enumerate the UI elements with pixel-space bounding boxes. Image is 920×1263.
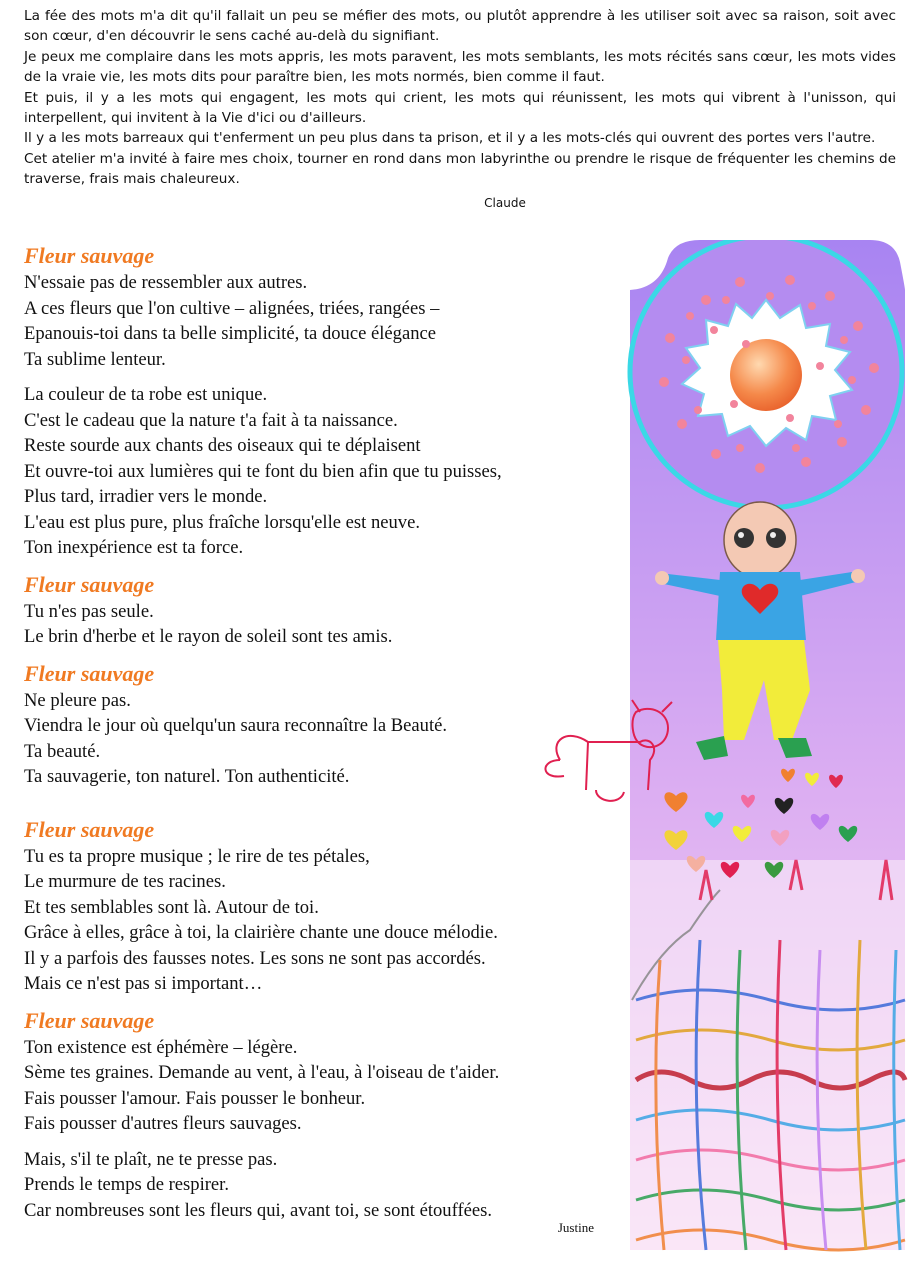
poem-line: Fais pousser d'autres fleurs sauvages. [24,1113,302,1134]
poem-line: Reste sourde aux chants des oiseaux qui te déplaisent [24,435,421,456]
poem-line: Prends le temps de respirer. [24,1174,229,1195]
poem-line: Plus tard, irradier vers le monde. [24,486,268,507]
poem-line: Epanouis-toi dans ta belle simplicité, ta douce élégance [24,323,437,344]
stanza-5 [24,844,624,997]
poem-line: Il y a parfois des fausses notes. Les sons ne sont pas accordés. [24,947,486,969]
poem-line: Ne pleure pas. [24,689,131,711]
poem-heading: Fleur sauvage [24,1007,155,1033]
poem-line: Ton existence est éphémère – légère. [24,1036,298,1058]
poem-line: Et tes semblables sont là. Autour de toi. [24,896,319,918]
poem-heading: Fleur sauvage [24,243,155,268]
poem-line: Mais ce n'est pas si important… [24,973,263,994]
intro-paragraph: Je peux me complaire dans les mots appris, les mots paravent, les mots semblants, les mots récités sans cœur, les mots vides de la vraie vie, les mots dits pour paraître bien, les mots normés, bien comme il faut. [24,48,896,86]
intro-paragraph: La fée des mots m'a dit qu'il fallait un peu se méfier des mots, ou plutôt apprendre à les utiliser soit avec sa raison, soit avec son cœur, d'en découvrir le sens caché au-delà du signifiant. [24,8,896,45]
poem-heading: Fleur sauvage [24,571,155,597]
poem-line: La couleur de ta robe est unique. [24,384,268,405]
poem-line: Ta sublime lenteur. [24,348,166,370]
poem-heading: Fleur sauvage [24,660,155,686]
stanza-2 [24,382,624,561]
poem-line: Le murmure de tes racines. [24,871,226,892]
poem-line: Et ouvre-toi aux lumières qui te font du bien afin que tu puisses, [24,460,502,482]
poem-line: Tu es ta propre musique ; le rire de tes pétales, [24,845,370,867]
stanza-1 [24,270,624,372]
intro-paragraph: Cet atelier m'a invité à faire mes choix, tourner en rond dans mon labyrinthe ou prendre le risque de fréquenter les chemins de traverse, frais mais chaleureux. [24,150,896,188]
poem-line: L'eau est plus pure, plus fraîche lorsqu'elle est neuve. [24,511,421,533]
poem-line: N'essaie pas de ressembler aux autres. [24,272,308,293]
illustration-panel [540,240,920,1263]
poem-line: Viendra le jour où quelqu'un saura reconnaître la Beauté. [24,715,448,736]
stanza-3 [24,599,624,650]
intro-text [24,6,896,213]
poem-line: Tu n'es pas seule. [24,600,154,622]
poem-line: C'est le cadeau que la nature t'a fait à ta naissance. [24,409,398,431]
poem-line: A ces fleurs que l'on cultive – alignées, triées, rangées – [24,297,440,319]
intro-signature: Claude [484,195,526,210]
intro-paragraph: Il y a les mots barreaux qui t'enferment un peu plus dans ta prison, et il y a les mots-clés qui ouvrent des portes vers l'autre. [24,130,876,147]
poem-line: Le brin d'herbe et le rayon de soleil sont tes amis. [24,626,393,647]
poem-signature: Justine [557,1220,594,1235]
poem [24,242,624,1235]
poem-line: Sème tes graines. Demande au vent, à l'eau, à l'oiseau de t'aider. [24,1062,500,1083]
poem-line: Ta beauté. [24,740,101,762]
poem-line: Fais pousser l'amour. Fais pousser le bonheur. [24,1087,366,1109]
sun-drawing-icon [630,240,902,508]
intro-paragraph: Et puis, il y a les mots qui engagent, les mots qui crient, les mots qui réunissent, les mots qui vibrent à l'unisson, qui interpellent, qui invitent à la Vie d'ici ou d'ailleurs. [24,89,896,127]
stanza-4 [24,688,624,790]
poem-line: Ton inexpérience est ta force. [24,537,244,558]
poem-heading: Fleur sauvage [24,816,155,842]
poem-line: Mais, s'il te plaît, ne te presse pas. [24,1148,278,1170]
poem-line: Grâce à elles, grâce à toi, la clairière chante une douce mélodie. [24,922,498,943]
poem-line: Car nombreuses sont les fleurs qui, avant toi, se sont étouffées. [24,1199,493,1221]
stanza-7 [24,1147,624,1224]
stanza-6 [24,1035,624,1137]
poem-line: Ta sauvagerie, ton naturel. Ton authenticité. [24,766,350,787]
